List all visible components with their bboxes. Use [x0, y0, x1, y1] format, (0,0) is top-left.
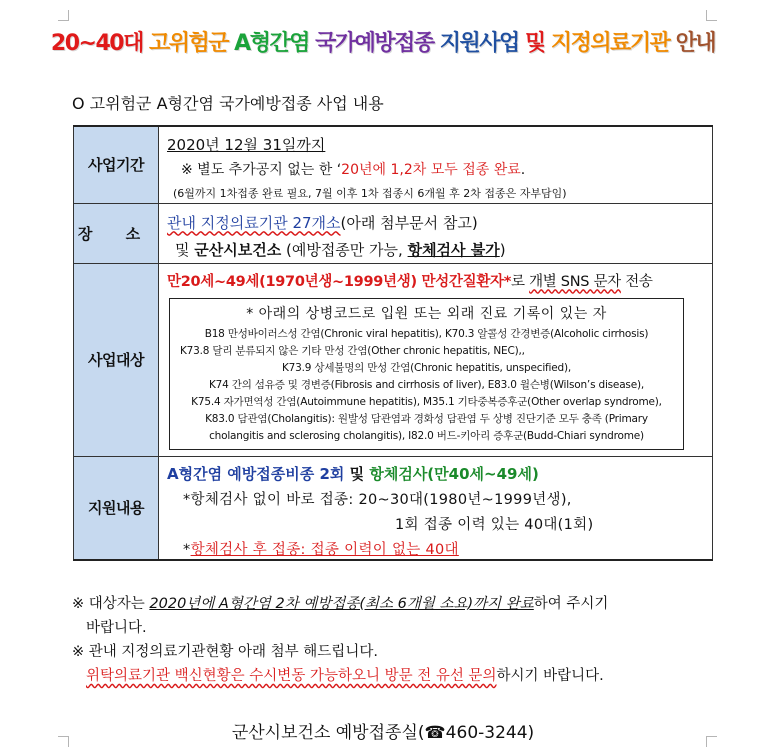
place-clinics: 관내 지정의료기관 27개소 [167, 213, 341, 232]
page-corner-mark [706, 10, 717, 21]
note-3 [72, 664, 722, 688]
footer-contact: 군산시보건소 예방접종실(☎460-3244) [231, 723, 535, 743]
page-corner-mark [58, 10, 69, 21]
title-part: 지정의료기관 [550, 31, 676, 56]
support-line4 [167, 538, 706, 559]
support-line3: 1회 접종 이력 있는 40대(1회) [395, 516, 594, 533]
section-heading: O 고위험군 A형간염 국가예방접종 사업 내용 [72, 94, 384, 113]
support-antibody-first: 항체검사 후 접종: 접종 이력이 없는 40대 [190, 541, 459, 558]
target-age-range: 만20세~49세(1970년생~1999년생) 만성간질환자* [167, 273, 512, 290]
label-period: 사업기간 [74, 126, 159, 203]
note-3-highlight: 위탁의료기관 백신현황은 수시변동 가능하오니 방문 전 유선 문의 [86, 668, 497, 684]
title-part: 안내 [675, 31, 716, 56]
cell-target [159, 263, 713, 456]
note-1-a: ※ 대상자는 [72, 596, 150, 612]
diagnosis-code-line: K75.4 자가면역성 간염(Autoimmune hepatitis), M35.1 기타중복증후군(Other overlap syndrome), [191, 395, 662, 408]
label-place [74, 203, 159, 263]
target-rest-a: 로 [511, 273, 530, 290]
period-note-prefix: ※ 별도 추가공지 없는 한 ‘ [181, 162, 342, 178]
label-support: 지원내용 [74, 456, 159, 560]
note-1 [72, 592, 722, 616]
cell-place [159, 203, 713, 263]
title-part: 고위험군 [149, 31, 235, 56]
diagnosis-code-line: K73.8 달리 분류되지 않은 기타 만성 간염(Other chronic hepatitis, NEC),, [180, 344, 525, 357]
diagnosis-code-line: cholangitis and sclerosing cholangitis), I82.0 버드-키아리 증후군(Budd-Chiari syndrome) [209, 429, 644, 442]
label-place-text: 장 소 [77, 224, 155, 243]
place-line1 [167, 212, 706, 233]
diagnosis-code-box [169, 298, 684, 450]
cell-support [159, 456, 713, 560]
place-line2-e: ) [499, 240, 506, 259]
period-sub: (6월까지 1차접종 완료 필요, 7월 이후 1차 접종시 6개월 후 2차 접종은 자부담임) [173, 187, 567, 200]
place-health-center: 군산시보건소 [194, 240, 282, 259]
cell-period [159, 126, 713, 203]
program-table [73, 125, 713, 561]
note-2: ※ 관내 지정의료기관현황 아래 첨부 해드립니다. [72, 644, 378, 660]
place-line2-c: (예방접종만 가능, [281, 240, 408, 259]
notes [72, 592, 722, 688]
place-clinics-note: (아래 첨부문서 참고) [340, 213, 478, 232]
period-date [167, 134, 706, 155]
support-antibody: 항체검사(만40세~49세) [369, 464, 539, 483]
note-1-emphasis: 2020년에 A형간염 2차 예방접종(최소 6개월 소요)까지 완료 [149, 596, 534, 612]
row-target [74, 263, 713, 456]
support-line1 [167, 463, 706, 484]
diagnosis-code-line: K83.0 담관염(Cholangitis): 원발성 담관염과 경화성 담관염 두 상병 진단기준 모두 충족 (Primary [205, 412, 648, 425]
title-part: A형간염 [234, 31, 316, 56]
row-support [74, 456, 713, 560]
label-target: 사업대상 [74, 263, 159, 456]
period-note [167, 159, 706, 179]
diagnosis-box-heading: * 아래의 상병코드로 입원 또는 외래 진료 기록이 있는 자 [246, 305, 607, 322]
diagnosis-code-line: K74 간의 섬유증 및 경변증(Fibrosis and cirrhosis of liver), E83.0 윌슨병(Wilson’s disease), [209, 378, 644, 391]
target-sns: 개별 SNS 문자 [529, 273, 621, 290]
place-line2 [167, 239, 706, 260]
title-part: 20~40대 [50, 31, 149, 56]
document-title [0, 26, 766, 57]
title-part: 국가예방접종 [315, 31, 440, 56]
support-and: 및 [344, 464, 370, 483]
target-line [167, 270, 706, 291]
diagnosis-code-line: K73.9 상세불명의 만성 간염(Chronic hepatitis, unspecified), [281, 361, 572, 374]
target-rest-c: 전송 [620, 273, 653, 290]
title-part: 및 [524, 31, 551, 56]
support-vaccination: A형간염 예방접종비종 2회 [167, 464, 345, 483]
place-line2-a: 및 [175, 240, 195, 259]
support-star: * [183, 541, 191, 558]
period-note-suffix: . [520, 162, 526, 178]
note-1-cont: 바랍니다. [86, 620, 147, 636]
diagnosis-code-line: B18 만성바이러스성 간염(Chronic viral hepatitis), K70.3 알콜성 간경변증(Alcoholic cirrhosis) [204, 327, 649, 340]
place-no-antibody: 항체검사 불가 [407, 240, 500, 259]
row-place [74, 203, 713, 263]
period-note-highlight: 20년에 1,2차 모두 접종 완료 [341, 162, 521, 178]
support-line2: *항체검사 없이 바로 접종: 20~30대(1980년~1999년생), [183, 491, 572, 508]
row-period [74, 126, 713, 203]
note-1-c: 하여 주시기 [533, 596, 609, 612]
note-3-rest: 하시기 바랍니다. [496, 668, 604, 684]
period-date-text: 2020년 12월 31일까지 [167, 136, 326, 154]
title-part: 지원사업 [439, 31, 525, 56]
